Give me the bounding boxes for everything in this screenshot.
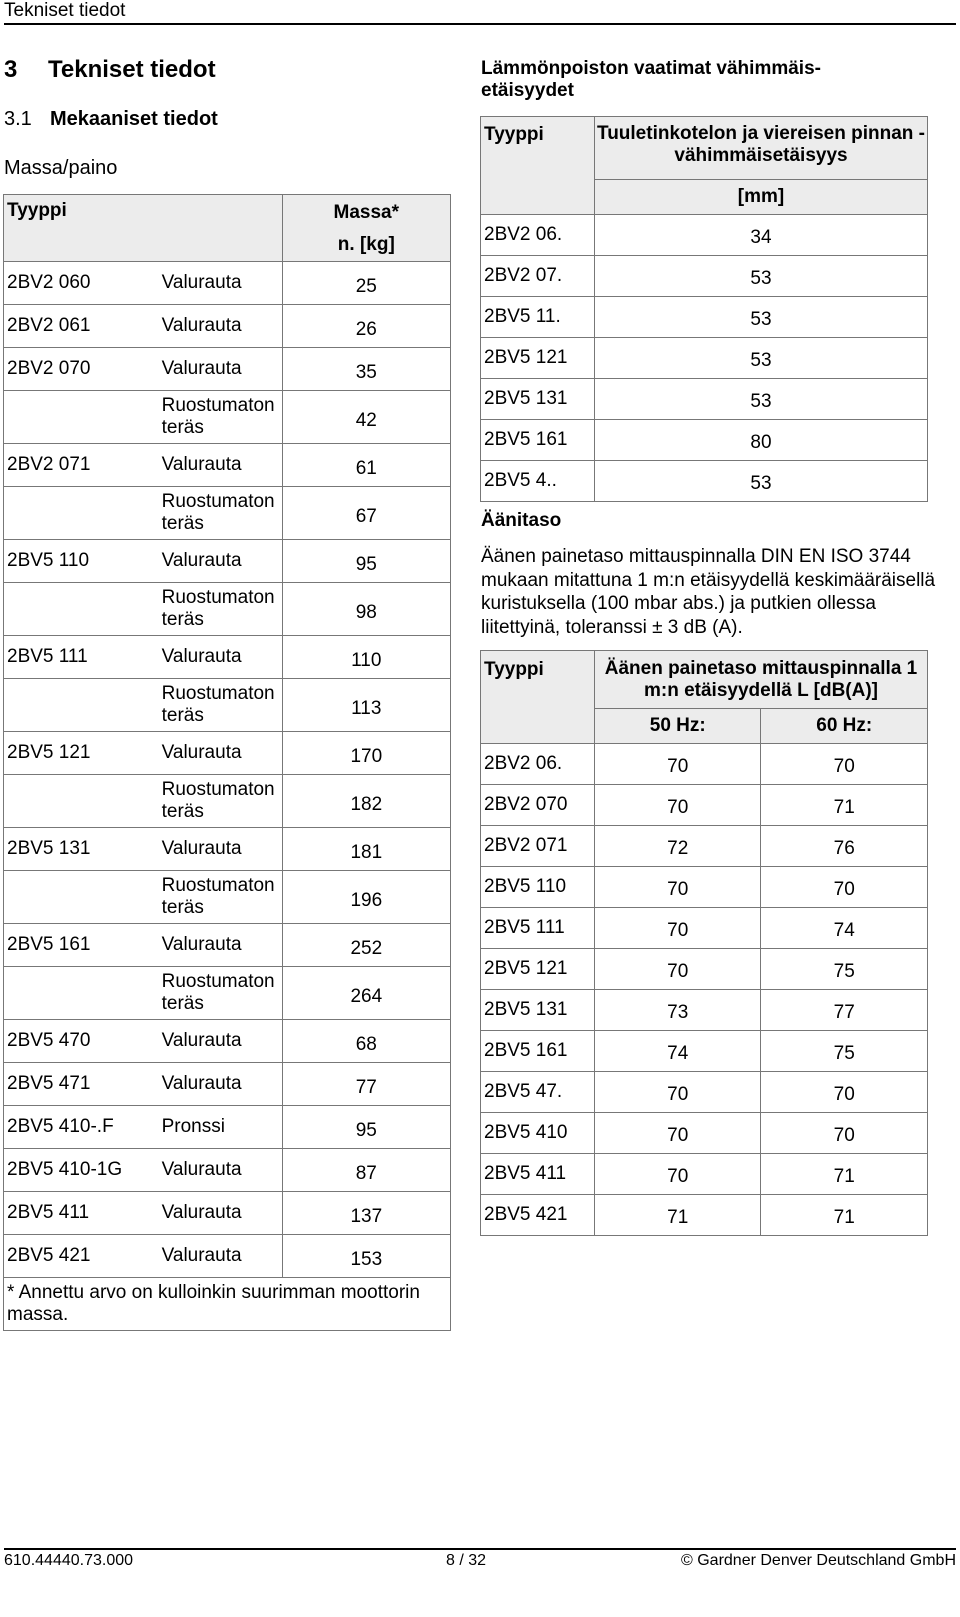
noise-50hz-cell: 72: [595, 826, 761, 867]
table-row: [481, 990, 928, 1031]
table-row: [481, 785, 928, 826]
noise-type-cell: 2BV2 070: [481, 785, 595, 826]
mass-type-cell: 2BV5 421: [4, 1235, 158, 1278]
table-row: [4, 444, 451, 487]
heat-col-unit: [mm]: [595, 180, 928, 215]
noise-col-50hz: 50 Hz:: [595, 709, 761, 744]
mass-material-cell: Valurauta: [158, 1063, 282, 1106]
mass-type-cell: 2BV5 410-1G: [4, 1149, 158, 1192]
table-row: [481, 215, 928, 256]
mass-table-body: [4, 262, 451, 1278]
mass-value-cell: 153: [282, 1235, 450, 1278]
noise-60hz-cell: 77: [761, 990, 928, 1031]
mass-value-cell: 35: [282, 348, 450, 391]
mass-type-cell: 2BV5 471: [4, 1063, 158, 1106]
table-row: [481, 420, 928, 461]
table-row: [481, 338, 928, 379]
heat-value-cell: 53: [595, 297, 928, 338]
mass-type-cell: 2BV5 410-.F: [4, 1106, 158, 1149]
table-row: [481, 1195, 928, 1236]
mass-value-cell: 67: [282, 487, 450, 540]
table-row: [4, 391, 451, 444]
mass-table-note-row: [4, 1278, 451, 1331]
table-row: [481, 461, 928, 502]
table-row: [481, 1031, 928, 1072]
table-row: [4, 305, 451, 348]
heat-table-body: [481, 215, 928, 502]
noise-type-cell: 2BV5 161: [481, 1031, 595, 1072]
table-row: [4, 1106, 451, 1149]
mass-material-cell: Valurauta: [158, 540, 282, 583]
mass-material-cell: Ruostumaton teräs: [158, 391, 282, 444]
section-number: 3: [4, 56, 18, 83]
noise-60hz-cell: 75: [761, 1031, 928, 1072]
mass-material-cell: Pronssi: [158, 1106, 282, 1149]
mass-type-cell: [4, 967, 158, 1020]
heat-distance-table: [480, 116, 928, 502]
noise-60hz-cell: 70: [761, 1072, 928, 1113]
mass-table: [3, 194, 451, 1331]
header-rule: [4, 23, 956, 25]
table-row: [4, 679, 451, 732]
mass-material-cell: Valurauta: [158, 924, 282, 967]
mass-value-cell: 113: [282, 679, 450, 732]
noise-60hz-cell: 75: [761, 949, 928, 990]
mass-type-cell: 2BV2 060: [4, 262, 158, 305]
footer-rule: [4, 1548, 956, 1550]
table-row: [4, 871, 451, 924]
mass-col-mass-unit: n. [kg]: [337, 234, 395, 255]
noise-50hz-cell: 71: [595, 1195, 761, 1236]
heat-value-cell: 53: [595, 338, 928, 379]
mass-type-cell: 2BV5 411: [4, 1192, 158, 1235]
noise-50hz-cell: 70: [595, 744, 761, 785]
table-row: [481, 867, 928, 908]
table-row: [481, 379, 928, 420]
table-row: [4, 732, 451, 775]
mass-type-cell: 2BV2 061: [4, 305, 158, 348]
noise-table-header: [481, 651, 928, 709]
mass-col-mass-label: Massa*: [333, 202, 400, 223]
subsection-title: Mekaaniset tiedot: [50, 108, 218, 130]
subsection-number: 3.1: [4, 108, 32, 130]
table-row: [4, 487, 451, 540]
noise-type-cell: 2BV2 06.: [481, 744, 595, 785]
noise-type-cell: 2BV5 121: [481, 949, 595, 990]
table-row: [481, 949, 928, 990]
noise-60hz-cell: 71: [761, 785, 928, 826]
mass-type-cell: 2BV5 110: [4, 540, 158, 583]
table-row: [481, 744, 928, 785]
running-header: Tekniset tiedot: [4, 0, 126, 21]
noise-50hz-cell: 70: [595, 1113, 761, 1154]
noise-50hz-cell: 70: [595, 785, 761, 826]
heat-value-cell: 53: [595, 379, 928, 420]
mass-material-cell: Valurauta: [158, 732, 282, 775]
mass-value-cell: 95: [282, 540, 450, 583]
mass-material-cell: Ruostumaton teräs: [158, 967, 282, 1020]
mass-value-cell: 87: [282, 1149, 450, 1192]
table-row: [4, 1192, 451, 1235]
noise-60hz-cell: 70: [761, 744, 928, 785]
table-row: [481, 1113, 928, 1154]
noise-type-cell: 2BV2 071: [481, 826, 595, 867]
table-row: [481, 297, 928, 338]
mass-value-cell: 170: [282, 732, 450, 775]
footer-company: © Gardner Denver Deutschland GmbH: [680, 1552, 956, 1569]
heat-value-cell: 34: [595, 215, 928, 256]
mass-value-cell: 26: [282, 305, 450, 348]
mass-value-cell: 110: [282, 636, 450, 679]
mass-material-cell: Valurauta: [158, 1149, 282, 1192]
mass-type-cell: 2BV5 111: [4, 636, 158, 679]
mass-material-cell: Valurauta: [158, 262, 282, 305]
mass-value-cell: 61: [282, 444, 450, 487]
mass-type-cell: 2BV5 161: [4, 924, 158, 967]
mass-type-cell: 2BV5 470: [4, 1020, 158, 1063]
noise-50hz-cell: 73: [595, 990, 761, 1031]
noise-type-cell: 2BV5 47.: [481, 1072, 595, 1113]
heat-type-cell: 2BV5 4..: [481, 461, 595, 502]
mass-material-cell: Ruostumaton teräs: [158, 679, 282, 732]
mass-value-cell: 68: [282, 1020, 450, 1063]
mass-type-cell: 2BV5 131: [4, 828, 158, 871]
mass-type-cell: [4, 871, 158, 924]
noise-type-cell: 2BV5 411: [481, 1154, 595, 1195]
noise-60hz-cell: 71: [761, 1154, 928, 1195]
footer-page-number: 8 / 32: [446, 1552, 487, 1569]
mass-value-cell: 137: [282, 1192, 450, 1235]
mass-material-cell: Ruostumaton teräs: [158, 487, 282, 540]
mass-value-cell: 252: [282, 924, 450, 967]
mass-material-cell: Valurauta: [158, 305, 282, 348]
noise-60hz-cell: 76: [761, 826, 928, 867]
mass-material-cell: Ruostumaton teräs: [158, 775, 282, 828]
noise-table: [480, 650, 928, 1236]
heat-heading: Lämmönpoiston vaatimat vähimmäis-etäisyydet: [481, 58, 821, 101]
table-row: [481, 908, 928, 949]
mass-type-cell: [4, 775, 158, 828]
mass-note-text: * Annettu arvo on kulloinkin suurimman moottorin massa.: [7, 1282, 420, 1325]
subsection-heading: [4, 108, 218, 131]
table-row: [4, 967, 451, 1020]
heat-type-cell: 2BV2 07.: [481, 256, 595, 297]
table-row: [4, 1020, 451, 1063]
noise-50hz-cell: 70: [595, 949, 761, 990]
heat-col-type: Tyyppi: [481, 117, 595, 215]
mass-material-cell: Ruostumaton teräs: [158, 871, 282, 924]
heat-value-cell: 53: [595, 256, 928, 297]
noise-50hz-cell: 70: [595, 1072, 761, 1113]
table-row: [4, 540, 451, 583]
heat-type-cell: 2BV5 121: [481, 338, 595, 379]
mass-table-header: [4, 195, 451, 262]
table-row: [481, 826, 928, 867]
mass-value-cell: 42: [282, 391, 450, 444]
noise-50hz-cell: 70: [595, 1154, 761, 1195]
table-row: [4, 1063, 451, 1106]
heat-value-cell: 53: [595, 461, 928, 502]
noise-60hz-cell: 70: [761, 867, 928, 908]
noise-50hz-cell: 70: [595, 867, 761, 908]
mass-material-cell: Valurauta: [158, 1020, 282, 1063]
mass-material-cell: Valurauta: [158, 828, 282, 871]
footer-doc-number: 610.44440.73.000: [4, 1552, 134, 1569]
table-row: [4, 828, 451, 871]
mass-type-cell: 2BV2 070: [4, 348, 158, 391]
table-row: [4, 262, 451, 305]
mass-type-cell: 2BV2 071: [4, 444, 158, 487]
noise-60hz-cell: 70: [761, 1113, 928, 1154]
heat-type-cell: 2BV2 06.: [481, 215, 595, 256]
table-row: [4, 924, 451, 967]
mass-col-type: Tyyppi: [4, 195, 283, 262]
noise-type-cell: 2BV5 111: [481, 908, 595, 949]
mass-material-cell: Valurauta: [158, 444, 282, 487]
heat-type-cell: 2BV5 11.: [481, 297, 595, 338]
mass-value-cell: 95: [282, 1106, 450, 1149]
mass-heading: Massa/paino: [4, 157, 118, 179]
noise-table-body: [481, 744, 928, 1236]
noise-description: Äänen painetaso mittauspinnalla DIN EN ISO 3744 mukaan mitattuna 1 m:n etäisyydellä keskimääräisellä kuristuksella (100 mbar abs.) ja putkien ollessa liitettyinä, toleranssi ± 3 dB (A).: [481, 546, 936, 638]
mass-material-cell: Valurauta: [158, 1192, 282, 1235]
table-row: [4, 583, 451, 636]
mass-col-mass: [282, 195, 450, 262]
noise-50hz-cell: 70: [595, 908, 761, 949]
noise-col-level: Äänen painetaso mittauspinnalla 1 m:n etäisyydellä L [dB(A)]: [595, 651, 928, 709]
mass-value-cell: 77: [282, 1063, 450, 1106]
table-row: [4, 1235, 451, 1278]
mass-value-cell: 181: [282, 828, 450, 871]
heat-type-cell: 2BV5 131: [481, 379, 595, 420]
table-row: [4, 636, 451, 679]
mass-type-cell: [4, 487, 158, 540]
table-row: [481, 1072, 928, 1113]
table-row: [481, 256, 928, 297]
mass-value-cell: 98: [282, 583, 450, 636]
noise-60hz-cell: 71: [761, 1195, 928, 1236]
section-heading: [4, 56, 216, 84]
table-row: [4, 1149, 451, 1192]
mass-value-cell: 264: [282, 967, 450, 1020]
section-title: Tekniset tiedot: [48, 56, 216, 83]
table-row: [4, 348, 451, 391]
heat-table-header: [481, 117, 928, 180]
table-row: [481, 1154, 928, 1195]
mass-type-cell: 2BV5 121: [4, 732, 158, 775]
mass-value-cell: 182: [282, 775, 450, 828]
mass-material-cell: Valurauta: [158, 348, 282, 391]
noise-col-60hz: 60 Hz:: [761, 709, 928, 744]
noise-50hz-cell: 74: [595, 1031, 761, 1072]
mass-material-cell: Valurauta: [158, 1235, 282, 1278]
noise-type-cell: 2BV5 421: [481, 1195, 595, 1236]
noise-type-cell: 2BV5 110: [481, 867, 595, 908]
noise-col-type: Tyyppi: [481, 651, 595, 744]
heat-value-cell: 80: [595, 420, 928, 461]
mass-value-cell: 196: [282, 871, 450, 924]
noise-60hz-cell: 74: [761, 908, 928, 949]
noise-type-cell: 2BV5 131: [481, 990, 595, 1031]
noise-heading: Äänitaso: [481, 510, 562, 531]
heat-type-cell: 2BV5 161: [481, 420, 595, 461]
noise-type-cell: 2BV5 410: [481, 1113, 595, 1154]
heat-col-distance: Tuuletinkotelon ja viereisen pinnan -vähimmäisetäisyys: [595, 117, 928, 180]
mass-value-cell: 25: [282, 262, 450, 305]
mass-type-cell: [4, 391, 158, 444]
table-row: [4, 775, 451, 828]
mass-type-cell: [4, 679, 158, 732]
mass-material-cell: Ruostumaton teräs: [158, 583, 282, 636]
mass-table-note: [4, 1278, 451, 1331]
mass-material-cell: Valurauta: [158, 636, 282, 679]
mass-type-cell: [4, 583, 158, 636]
